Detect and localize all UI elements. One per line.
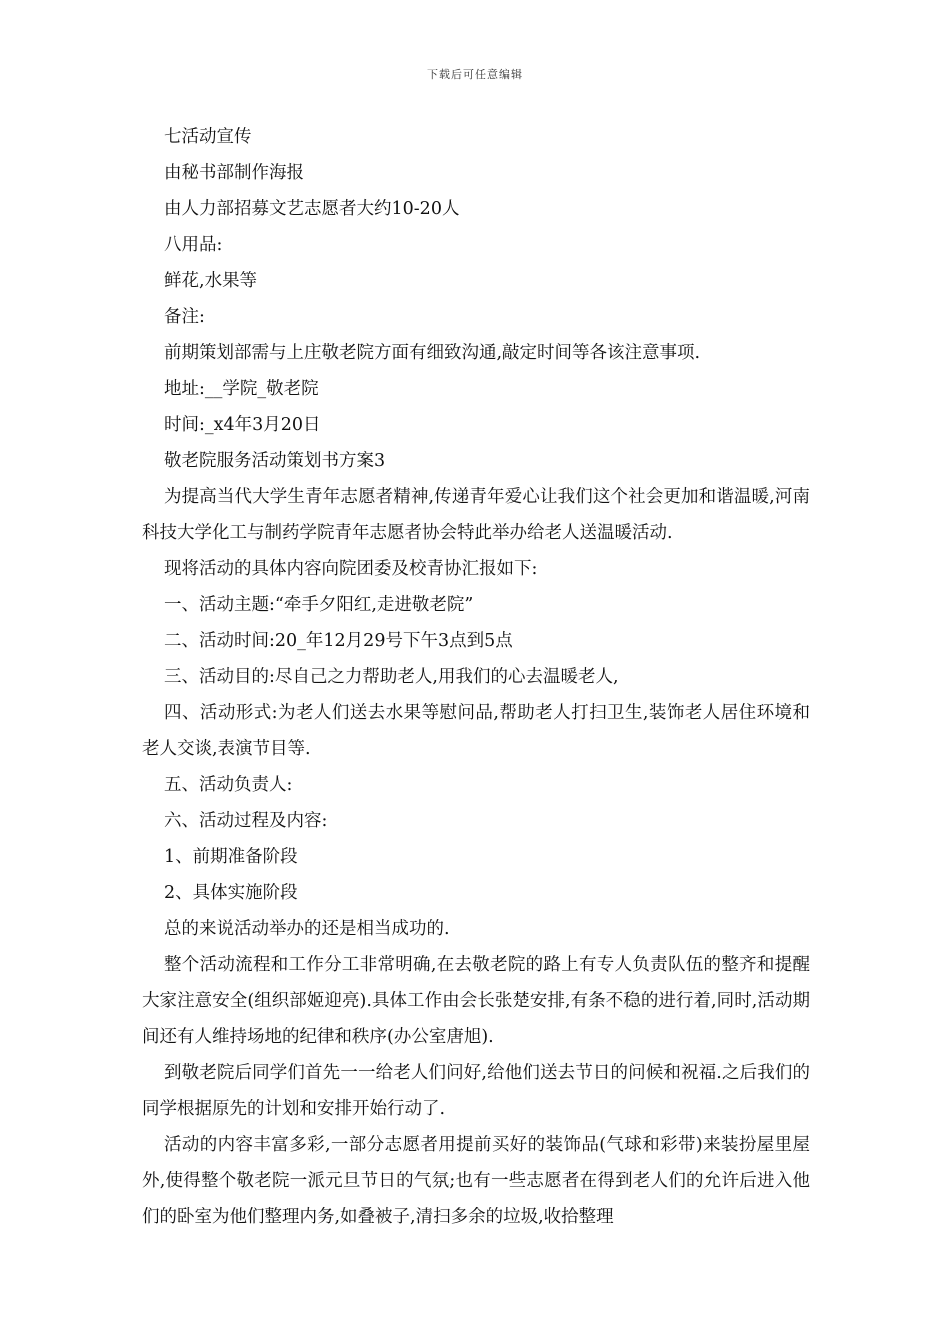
paragraph: 2、具体实施阶段 bbox=[164, 883, 298, 903]
paragraph: 整个活动流程和工作分工非常明确,在去敬老院的路上有专人负责队伍的整齐和提醒大家注意安全(组织部姬迎亮).具体工作由会长张楚安排,有条不稳的进行着,同时,活动期间还有人维持场地的纪律和秩序(办公室唐旭). bbox=[142, 955, 810, 1047]
paragraph: 一、活动主题:“牵手夕阳红,走进敬老院” bbox=[164, 595, 474, 615]
paragraph: 1、前期准备阶段 bbox=[164, 847, 298, 867]
paragraph: 八用品: bbox=[164, 235, 223, 255]
paragraph: 为提高当代大学生青年志愿者精神,传递青年爱心让我们这个社会更加和谐温暖,河南科技大学化工与制药学院青年志愿者协会特此举办给老人送温暖活动. bbox=[142, 487, 810, 543]
paragraph: 现将活动的具体内容向院团委及校青协汇报如下: bbox=[164, 559, 538, 579]
paragraph: 由人力部招募文艺志愿者大约10-20人 bbox=[164, 199, 460, 219]
page-header: 下载后可任意编辑 bbox=[427, 68, 523, 81]
paragraph: 前期策划部需与上庄敬老院方面有细致沟通,敲定时间等各该注意事项. bbox=[164, 343, 701, 363]
paragraph: 三、活动目的:尽自己之力帮助老人,用我们的心去温暖老人, bbox=[164, 667, 619, 687]
paragraph: 地址:__学院_敬老院 bbox=[164, 379, 319, 399]
paragraph: 由秘书部制作海报 bbox=[164, 163, 304, 183]
paragraph: 二、活动时间:20_年12月29号下午3点到5点 bbox=[164, 631, 513, 651]
paragraph: 四、活动形式:为老人们送去水果等慰问品,帮助老人打扫卫生,装饰老人居住环境和老人交谈,表演节目等. bbox=[142, 703, 810, 759]
paragraph: 备注: bbox=[164, 307, 205, 327]
paragraph: 鲜花,水果等 bbox=[164, 271, 258, 291]
paragraph: 七活动宣传 bbox=[164, 127, 252, 147]
document-body bbox=[142, 119, 810, 1235]
paragraph: 时间:_x4年3月20日 bbox=[164, 415, 321, 435]
paragraph: 总的来说活动举办的还是相当成功的. bbox=[164, 919, 450, 939]
paragraph: 六、活动过程及内容: bbox=[164, 811, 328, 831]
section-title: 敬老院服务活动策划书方案3 bbox=[164, 451, 386, 471]
paragraph: 活动的内容丰富多彩,一部分志愿者用提前买好的装饰品(气球和彩带)来装扮屋里屋外,使得整个敬老院一派元旦节日的气氛;也有一些志愿者在得到老人们的允许后进入他们的卧室为他们整理内务,如叠被子,清扫多余的垃圾,收拾整理 bbox=[142, 1135, 810, 1227]
paragraph: 到敬老院后同学们首先一一给老人们问好,给他们送去节日的问候和祝福.之后我们的同学根据原先的计划和安排开始行动了. bbox=[142, 1063, 810, 1119]
paragraph: 五、活动负责人: bbox=[164, 775, 293, 795]
